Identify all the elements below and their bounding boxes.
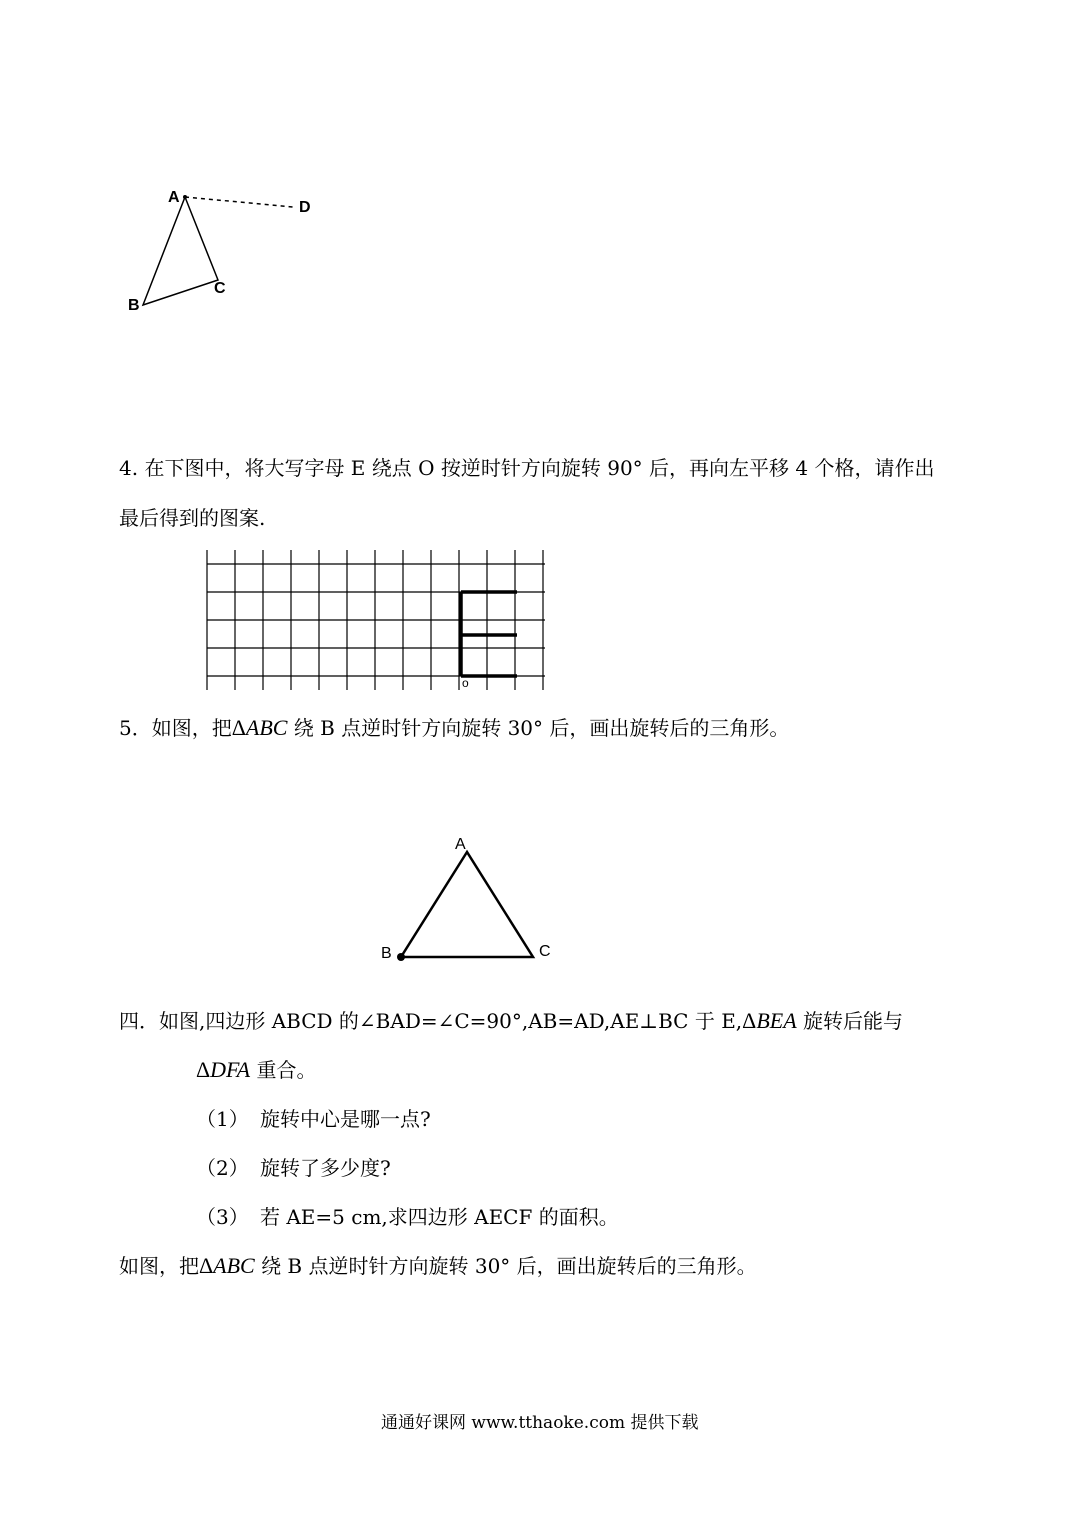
label-d: D	[299, 199, 311, 216]
item-1-text: 旋转中心是哪一点?	[260, 1107, 431, 1131]
q4-text-line1: 4. 在下图中，将大写字母 E 绕点 O 按逆时针方向旋转 90° 后，再向左平移 4 个格，请作出	[119, 456, 935, 480]
q-four-item-2	[196, 1155, 391, 1181]
q-four-line2-suffix: 重合。	[250, 1058, 317, 1082]
point-b-dot	[397, 953, 405, 961]
q-four-line1-prefix: 四．如图,四边形 ABCD 的∠BAD=∠C=90°,AB=AD,AE⊥BC 于 E,	[119, 1009, 743, 1033]
origin-o-label: o	[462, 676, 469, 690]
q-four-triangle-bea: BEA	[756, 1008, 797, 1033]
item-1-number: （1）	[196, 1107, 249, 1131]
q-four-triangle-dfa: DFA	[210, 1057, 251, 1082]
q5-prefix: 5．如图，把	[119, 716, 232, 740]
q-last-text	[119, 1253, 757, 1279]
item-3-text: 若 AE=5 cm,求四边形 AECF 的面积。	[260, 1205, 619, 1229]
q5-triangle-name: ABC	[245, 715, 288, 740]
label-c: C	[214, 280, 226, 297]
q-four-line2	[196, 1057, 316, 1083]
q-four-item-3	[196, 1204, 619, 1230]
item-3-number: （3）	[196, 1205, 249, 1229]
page-footer: 通通好课网 www.tthaoke.com 提供下载	[381, 1413, 699, 1433]
item-2-text: 旋转了多少度?	[260, 1156, 391, 1180]
label-a2: A	[455, 836, 466, 853]
q-four-delta1: Δ	[742, 1008, 757, 1033]
q-four-item-1	[196, 1106, 431, 1132]
triangle-abc-equilateral	[401, 852, 533, 957]
q-last-delta: Δ	[199, 1253, 214, 1278]
q5-suffix: 绕 B 点逆时针方向旋转 30° 后，画出旋转后的三角形。	[287, 716, 790, 740]
q-last-triangle-name: ABC	[213, 1253, 255, 1278]
item-2-number: （2）	[196, 1156, 249, 1180]
q-four-line1	[119, 1008, 903, 1034]
q4-text-line2: 最后得到的图案.	[119, 506, 266, 530]
q-last-suffix: 绕 B 点逆时针方向旋转 30° 后，画出旋转后的三角形。	[254, 1254, 757, 1278]
label-c2: C	[539, 943, 551, 960]
q-four-delta2: Δ	[196, 1057, 211, 1082]
q-four-line1-suffix: 旋转后能与	[796, 1009, 903, 1033]
label-b: B	[128, 297, 140, 314]
q5-delta: Δ	[231, 715, 246, 740]
label-a: A	[168, 189, 180, 206]
q-last-prefix: 如图，把	[119, 1254, 199, 1278]
label-b2: B	[381, 945, 392, 962]
